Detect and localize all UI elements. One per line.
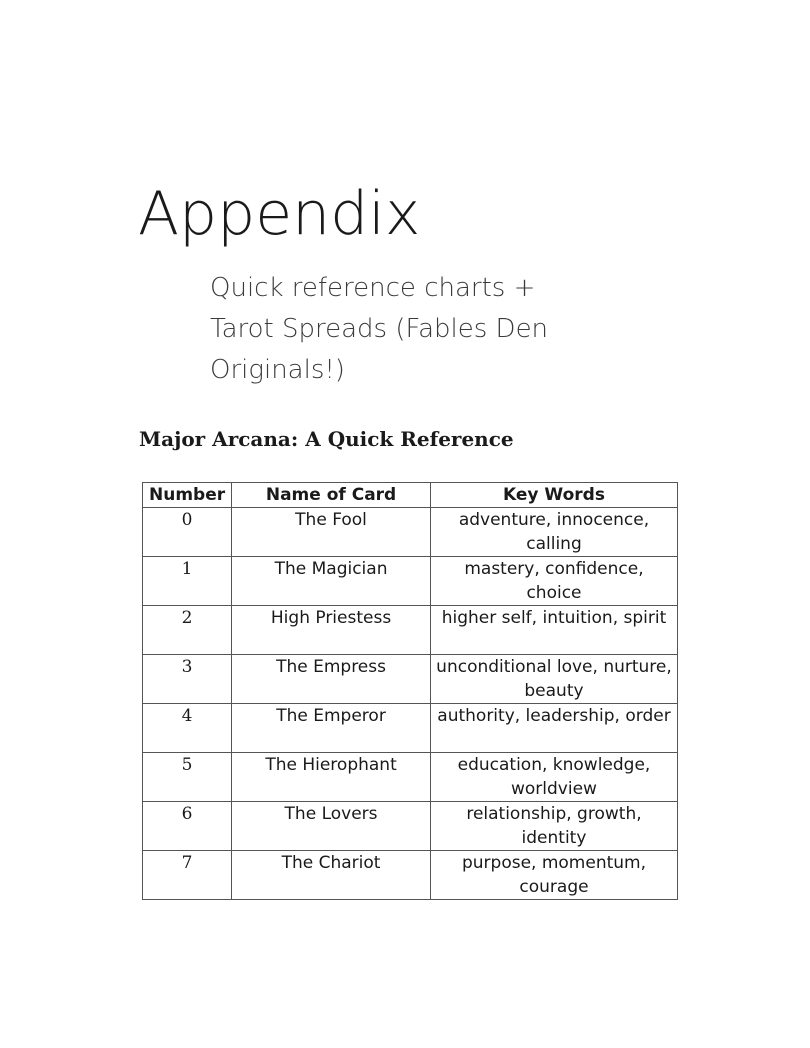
column-header-number: Number — [143, 483, 232, 508]
subtitle-line: Tarot Spreads (Fables Den — [210, 314, 549, 344]
subtitle-line: Originals!) — [210, 355, 345, 385]
table-row — [143, 606, 678, 655]
table-row — [143, 753, 678, 802]
table-row — [143, 557, 678, 606]
table-row — [143, 704, 678, 753]
column-header-keywords: Key Words — [430, 483, 677, 508]
card-name: The Emperor — [232, 704, 431, 753]
table-row — [143, 655, 678, 704]
card-keywords: relationship, growth, identity — [430, 802, 677, 851]
card-name: The Chariot — [232, 851, 431, 900]
section-heading: Major Arcana: A Quick Reference — [139, 427, 514, 451]
card-name: The Lovers — [232, 802, 431, 851]
card-keywords: mastery, confidence, choice — [430, 557, 677, 606]
table-row — [143, 851, 678, 900]
card-keywords: unconditional love, nurture, beauty — [430, 655, 677, 704]
card-number: 1 — [143, 557, 232, 606]
card-name: The Empress — [232, 655, 431, 704]
card-keywords: authority, leadership, order — [430, 704, 677, 753]
card-number: 5 — [143, 753, 232, 802]
column-header-name: Name of Card — [232, 483, 431, 508]
card-number: 6 — [143, 802, 232, 851]
card-name: The Fool — [232, 508, 431, 557]
major-arcana-table — [142, 482, 678, 900]
table-row — [143, 508, 678, 557]
card-number: 2 — [143, 606, 232, 655]
card-keywords: purpose, momentum, courage — [430, 851, 677, 900]
card-name: High Priestess — [232, 606, 431, 655]
table-header-row — [143, 483, 678, 508]
card-number: 7 — [143, 851, 232, 900]
page-subtitle — [210, 268, 630, 391]
card-keywords: higher self, intuition, spirit — [430, 606, 677, 655]
card-name: The Magician — [232, 557, 431, 606]
card-keywords: adventure, innocence, calling — [430, 508, 677, 557]
card-name: The Hierophant — [232, 753, 431, 802]
card-keywords: education, knowledge, worldview — [430, 753, 677, 802]
card-number: 0 — [143, 508, 232, 557]
page-title: Appendix — [138, 179, 421, 249]
card-number: 4 — [143, 704, 232, 753]
card-number: 3 — [143, 655, 232, 704]
table-row — [143, 802, 678, 851]
subtitle-line: Quick reference charts + — [210, 273, 536, 303]
